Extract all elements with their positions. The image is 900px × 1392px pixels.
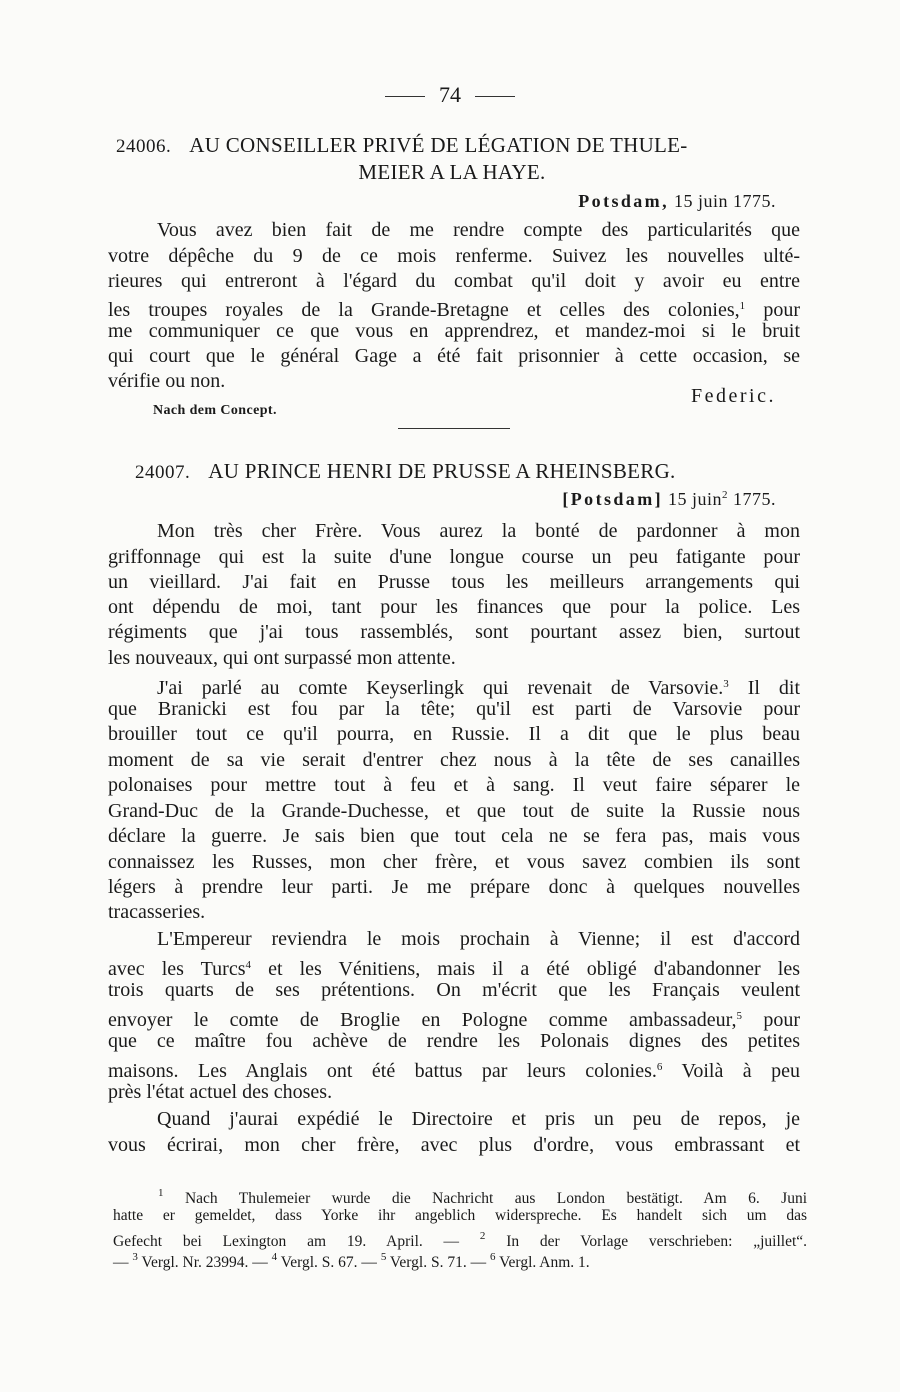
letter-2-line: Grand-Duc de la Grande-Duchesse, et que tout de suite la Russie nous [108,800,800,822]
letter-1-line: me communiquer ce que vous en apprendrez, et mandez-moi si le bruit [108,320,800,342]
letter-2-place: [Potsdam] [562,489,663,509]
letter-2-line: un vieillard. J'ai fait en Prusse tous les meilleurs arrangements qui [108,571,800,593]
page-number: 74 [439,82,461,107]
footnote-text: — [113,1254,129,1271]
footnote-text: In der Vorlage verschrieben: „juillet“. [506,1233,808,1250]
letter-2-line: trois quarts de ses prétentions. On m'écrit que les Français veulent [108,979,800,1001]
letter-1-date: 15 juin 1775. [673,191,776,211]
footnote-mark-6: 6 [489,1251,496,1263]
footnote-mark-3: 3 [132,1251,138,1263]
footnote-text: Nach Thulemeier wurde die Nachricht aus London bestätigt. Am 6. Juni [184,1190,807,1207]
letter-2-line-text: et les Vénitiens, mais il a été obligé d'abandonner les [268,958,800,980]
footnote-text: Gefecht bei Lexington am 19. April. — [113,1233,460,1250]
letter-2-heading [135,459,807,484]
footnote-ref-6: 6 [656,1061,663,1073]
letter-2-line: polonaises pour mettre tout à feu et à sang. Il veut faire séparer le [108,774,800,796]
letter-1-line: rieures qui entreront à l'égard du combat qu'il doit y avoir eu entre [108,270,800,292]
letter-2-line-text: avec les Turcs [108,958,246,980]
letter-1-line: votre dépêche du 9 de ce mois renferme. Suivez les nouvelles ulté- [108,245,800,267]
letter-1-line: qui court que le général Gage a été fait prisonnier à cette occasion, se [108,345,800,367]
letter-2-line: L'Empereur reviendra le mois prochain à Vienne; il est d'accord [157,928,800,950]
footnote-mark-5: 5 [380,1251,387,1263]
letter-2-line: Mon très cher Frère. Vous aurez la bonté de pardonner à mon [157,520,800,542]
letter-1-dateline [578,191,776,212]
letter-1-source-note: Nach dem Concept. [153,403,277,418]
letter-2-number: 24007. [135,462,191,483]
section-divider [398,428,510,429]
letter-2-line: brouiller tout ce qu'il pourra, en Russie. Il a dit que le plus beau [108,723,800,745]
letter-2-line: que Branicki est fou par la tête; qu'il est parti de Varsovie pour [108,698,800,720]
letter-2-line: régiments que j'ai tous rassemblés, sont pourtant assez bien, surtout [108,621,800,643]
letter-2-line-text: Voilà à peu [681,1060,800,1082]
letter-2-line: légers à prendre leur parti. Je me prépare donc à quelques nouvelles [108,876,800,898]
letter-2-line: les nouveaux, qui ont surpassé mon attente. [108,647,456,669]
footnote-line: hatte er gemeldet, dass Yorke ihr angeblich widerspreche. Es handelt sich um das [113,1207,807,1224]
letter-1-line: vérifie ou non. [108,370,226,392]
page-header [0,82,900,108]
letter-2-line: griffonnage qui est la suite d'une longue course un peu fatigante pour [108,546,800,568]
header-rule-right [475,96,515,97]
letter-2-line: moment de sa vie serait d'entrer chez nous à la tête de ses canailles [108,749,800,771]
letter-2-line: vous écrirai, mon cher frère, avec plus d'ordre, vous embrassant et [108,1134,800,1156]
letter-1-line-text: les troupes royales de la Grande-Bretagne et celles des colonies, [108,299,740,321]
footnote-ref-1: 1 [739,300,746,312]
header-rule-left [385,96,425,97]
letter-2-line: que ce maître fou achève de rendre les Polonais dignes des petites [108,1030,800,1052]
letter-2-date: 15 juin [667,489,722,509]
letter-2-year: 1775. [733,489,776,509]
letter-1-title-line-2: MEIER A LA HAYE. [358,160,546,184]
letter-2-line: connaissez les Russes, mon cher frère, et vous savez combien ils sont [108,851,800,873]
letter-2-line: tracasseries. [108,901,206,923]
letter-2-dateline [562,489,776,510]
letter-2-line-text: Il dit [747,677,801,699]
footnote-text: Vergl. S. 71. — [389,1254,487,1271]
footnote-ref-2: 2 [722,489,728,501]
letter-2-line-text: envoyer le comte de Broglie en Pologne comme ambassadeur, [108,1009,737,1031]
footnote-3-to-6 [113,1247,807,1273]
letter-1-number: 24006. [116,136,172,157]
letter-1-signature: Federic. [691,385,776,407]
letter-1-line-text: pour [763,299,800,321]
footnote-text: Vergl. S. 67. — [280,1254,377,1271]
letter-2-line: déclare la guerre. Je sais bien que tout cela ne se fera pas, mais vous [108,825,800,847]
footnote-ref-5: 5 [736,1010,742,1022]
letter-2-line-text: pour [763,1009,801,1031]
letter-1-heading [116,133,788,185]
letter-2-line: ont dépendu de moi, tant pour les finances que pour la police. Les [108,596,800,618]
footnote-mark-1: 1 [158,1187,164,1199]
letter-1-title-line-1: AU CONSEILLER PRIVÉ DE LÉGATION DE THULE- [189,133,688,157]
letter-2-line: Quand j'aurai expédié le Directoire et pris un peu de repos, je [157,1108,800,1130]
footnote-text: Vergl. Anm. 1. [499,1254,590,1271]
letter-2-line-text: J'ai parlé au comte Keyserlingk qui revenait de Varsovie. [157,677,724,699]
footnote-mark-2: 2 [479,1230,486,1242]
letter-1-place: Potsdam, [578,191,669,211]
letter-2-line: près l'état actuel des choses. [108,1081,333,1103]
footnote-ref-4: 4 [245,959,251,971]
footnote-text: Vergl. Nr. 23994. — [141,1254,268,1271]
footnote-mark-4: 4 [271,1251,278,1263]
footnote-ref-3: 3 [723,678,729,690]
letter-2-title: AU PRINCE HENRI DE PRUSSE A RHEINSBERG. [208,459,676,483]
letter-1-line: Vous avez bien fait de me rendre compte des particularités que [157,219,800,241]
letter-2-line-text: maisons. Les Anglais ont été battus par leurs colonies. [108,1060,657,1082]
